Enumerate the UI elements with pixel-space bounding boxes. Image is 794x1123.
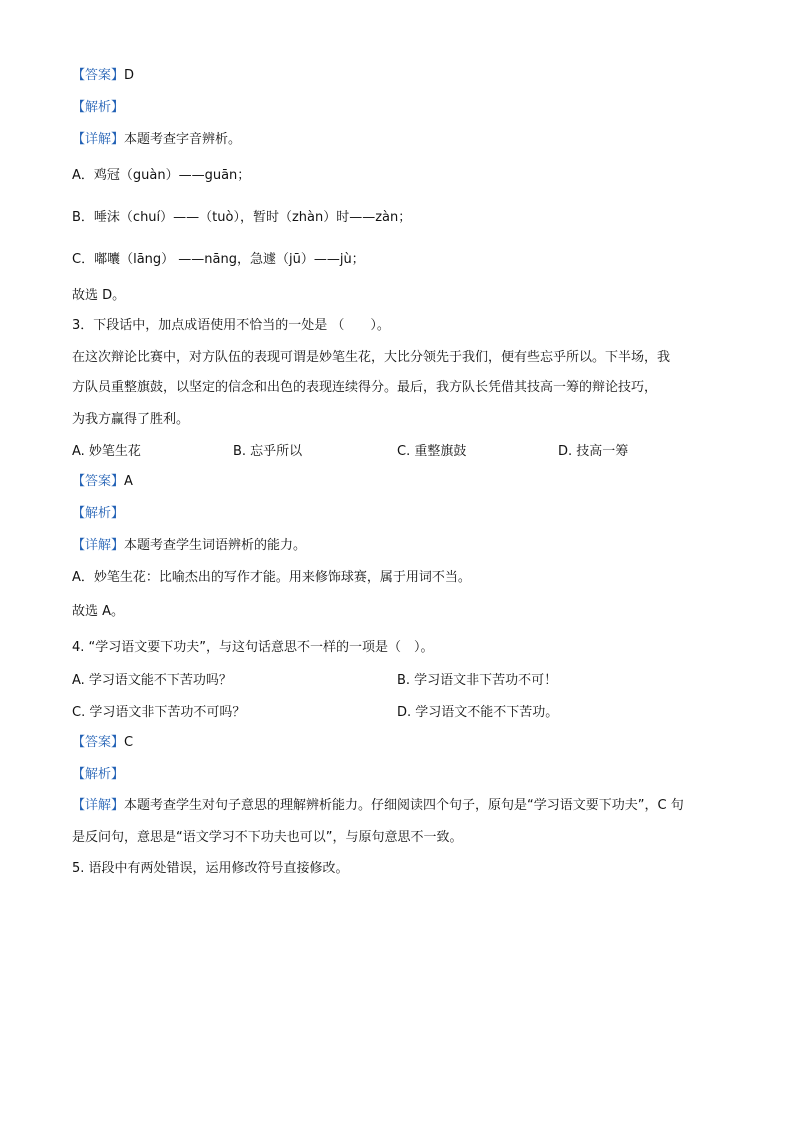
analysis-line <box>72 766 124 784</box>
explain-a: A．妙笔生花：比喻杰出的写作才能。用来修饰球赛，属于用词不当。 <box>72 570 471 585</box>
answer-value: D <box>124 68 135 83</box>
detail-tag: 【详解】 <box>72 798 125 813</box>
explain-c: C．嘟囔（lāng） ——nāng，急遽（jū）——jù； <box>72 252 365 267</box>
choose-line: 故选 A。 <box>72 604 125 619</box>
analysis-tag: 【解析】 <box>72 100 125 115</box>
detail-tag: 【详解】 <box>72 132 125 147</box>
explain-b: B．唾沫（chuí）——（tuò），暂时（zhàn）时——zàn； <box>72 210 412 225</box>
question-3-stem: 3．下段话中，加点成语使用不恰当的一处是 （ ）。 <box>72 318 390 333</box>
detail-line <box>72 797 684 815</box>
option-c: C. 学习语文非下苦功不可吗？ <box>72 705 246 720</box>
answer-tag: 【答案】 <box>72 735 125 750</box>
analysis-line <box>72 99 124 117</box>
answer-value: C <box>124 735 134 750</box>
answer-value: A <box>124 474 133 489</box>
option-d: D. 学习语文不能不下苦功。 <box>397 705 559 720</box>
detail-text: 本题考查字音辨析。 <box>124 132 242 147</box>
analysis-line <box>72 505 124 523</box>
detail-line <box>72 537 306 555</box>
detail-text: 本题考查学生词语辨析的能力。 <box>124 538 307 553</box>
detail-tag: 【详解】 <box>72 538 125 553</box>
answer-line <box>72 473 133 491</box>
answer-tag: 【答案】 <box>72 68 125 83</box>
question-3-passage: 在这次辩论比赛中，对方队伍的表现可谓是妙笔生花，大比分领先于我们，便有些忘乎所以。下半场，我 <box>72 350 671 365</box>
question-5-stem: 5. 语段中有两处错误，运用修改符号直接修改。 <box>72 861 349 876</box>
option-c: C. 重整旗鼓 <box>397 444 467 459</box>
detail-line <box>72 131 241 149</box>
answer-line <box>72 734 133 752</box>
question-3-passage: 方队员重整旗鼓，以坚定的信念和出色的表现连续得分。最后，我方队长凭借其技高一筹的辩论技巧， <box>72 380 658 395</box>
explain-a: A．鸡冠（guàn）——guān； <box>72 168 251 183</box>
option-a: A. 妙笔生花 <box>72 444 141 459</box>
answer-tag: 【答案】 <box>72 474 125 489</box>
option-a: A. 学习语文能不下苦功吗？ <box>72 673 232 688</box>
answer-line <box>72 67 134 85</box>
question-4-stem: 4. “学习语文要下功夫”，与这句话意思不一样的一项是（ ）。 <box>72 640 434 655</box>
option-b: B. 忘乎所以 <box>233 444 303 459</box>
analysis-tag: 【解析】 <box>72 767 125 782</box>
detail-text-continued: 是反问句，意思是“语文学习不下功夫也可以”，与原句意思不一致。 <box>72 830 463 845</box>
choose-line: 故选 D。 <box>72 288 126 303</box>
option-b: B. 学习语文非下苦功不可！ <box>397 673 558 688</box>
detail-text: 本题考查学生对句子意思的理解辨析能力。仔细阅读四个句子，原句是“学习语文要下功夫”，C 句 <box>124 798 684 813</box>
analysis-tag: 【解析】 <box>72 506 125 521</box>
option-d: D. 技高一筹 <box>558 444 629 459</box>
question-3-passage: 为我方赢得了胜利。 <box>72 412 190 427</box>
